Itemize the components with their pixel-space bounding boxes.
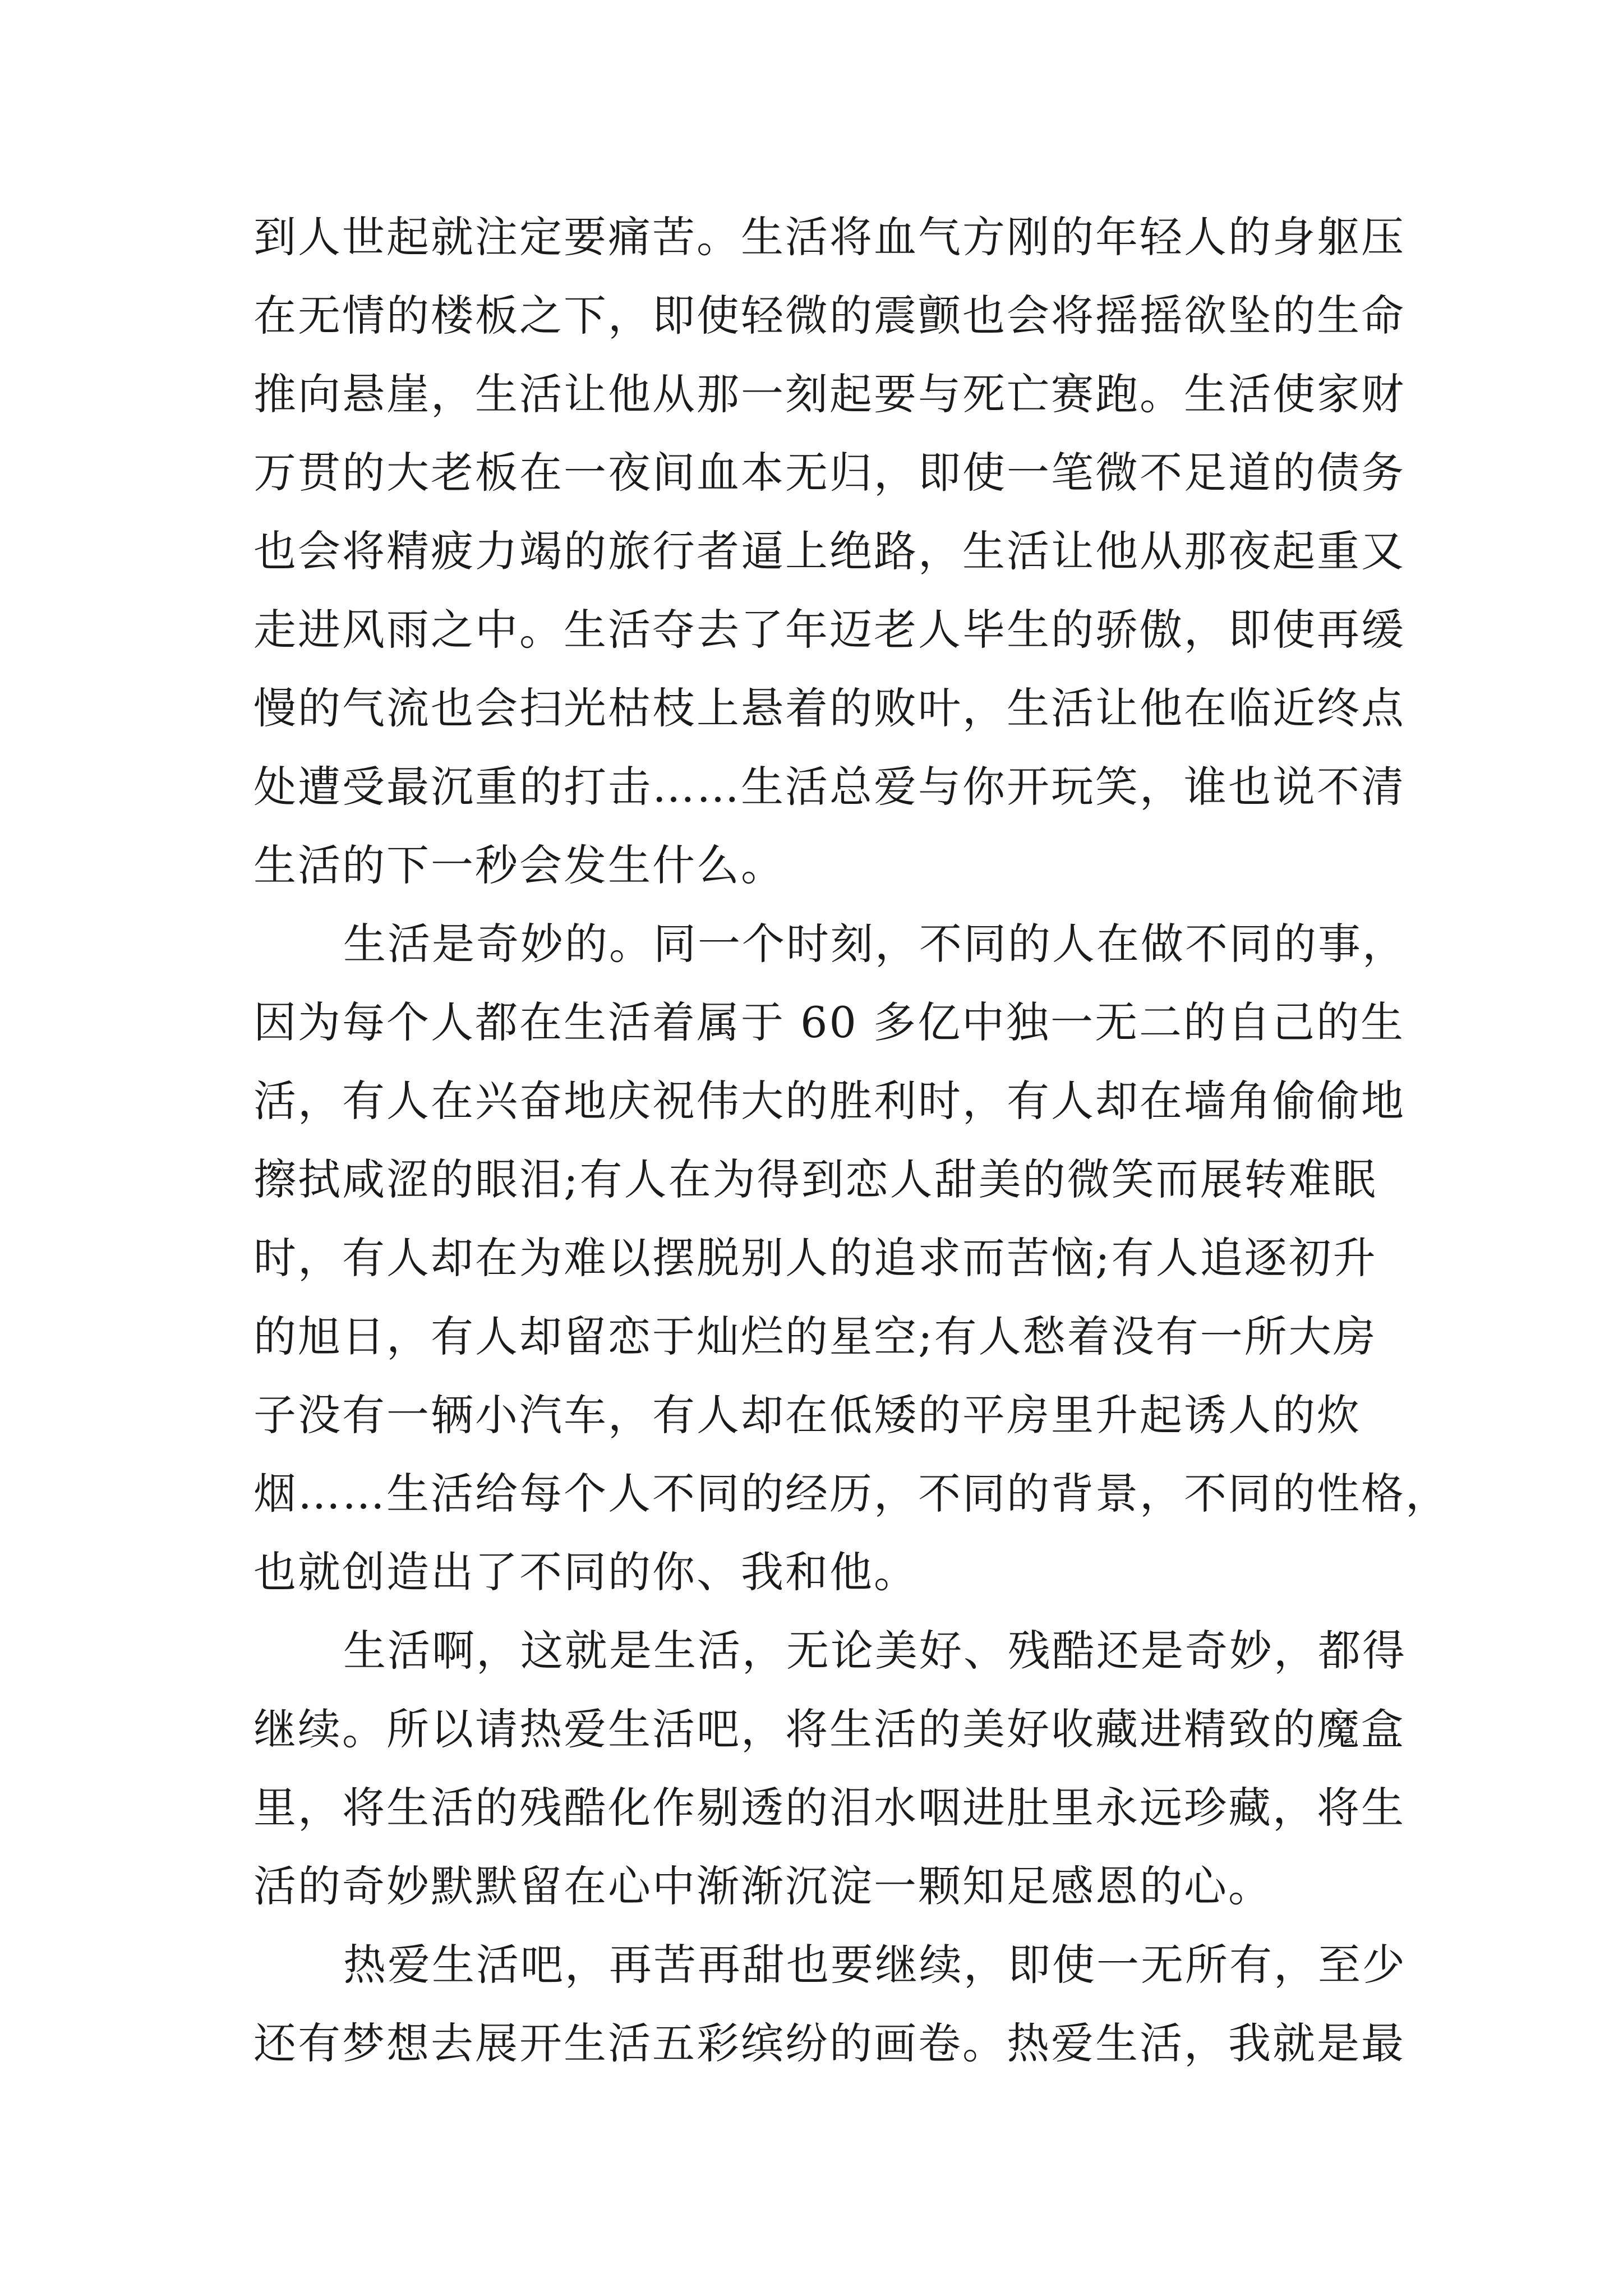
text-line: 到人世起就注定要痛苦。生活将血气方刚的年轻人的身躯压 — [253, 212, 1405, 262]
text-line: 时，有人却在为难以摆脱别人的追求而苦恼;有人追逐初升 — [253, 1233, 1377, 1283]
body-text — [253, 198, 1450, 2083]
text-line: 生活的下一秒会发生什么。 — [253, 840, 785, 890]
text-line: 也就创造出了不同的你、我和他。 — [253, 1547, 918, 1597]
paragraph-first-line: 生活啊，这就是生活，无论美好、残酷还是奇妙，都得 — [343, 1626, 1407, 1676]
text-line: 慢的气流也会扫光枯枝上悬着的败叶，生活让他在临近终点 — [253, 683, 1405, 733]
text-line: 活，有人在兴奋地庆祝伟大的胜利时，有人却在墙角偷偷地 — [253, 1076, 1405, 1126]
text-line: 活的奇妙默默留在心中渐渐沉淀一颗知足感恩的心。 — [253, 1861, 1272, 1911]
text-line: 还有梦想去展开生活五彩缤纷的画卷。热爱生活，我就是最 — [253, 2018, 1405, 2068]
text-line: 因为每个人都在生活着属于 60 多亿中独一无二的自己的生 — [253, 997, 1405, 1047]
text-line: 里，将生活的残酷化作剔透的泪水咽进肚里永远珍藏，将生 — [253, 1783, 1405, 1833]
text-line: 烟……生活给每个人不同的经历，不同的背景，不同的性格， — [253, 1469, 1450, 1519]
text-line: 继续。所以请热爱生活吧，将生活的美好收藏进精致的魔盒 — [253, 1704, 1405, 1754]
text-line: 处遭受最沉重的打击……生活总爱与你开玩笑，谁也说不清 — [253, 762, 1405, 812]
text-line: 走进风雨之中。生活夺去了年迈老人毕生的骄傲，即使再缓 — [253, 605, 1405, 655]
text-line: 在无情的楼板之下，即使轻微的震颤也会将摇摇欲坠的生命 — [253, 291, 1405, 341]
text-line: 擦拭咸涩的眼泪;有人在为得到恋人甜美的微笑而展转难眠 — [253, 1154, 1377, 1204]
text-line: 也会将精疲力竭的旅行者逼上绝路，生活让他从那夜起重又 — [253, 526, 1405, 576]
paragraph-first-line: 热爱生活吧，再苦再甜也要继续，即使一无所有，至少 — [343, 1940, 1407, 1990]
text-line: 子没有一辆小汽车，有人却在低矮的平房里升起诱人的炊 — [253, 1390, 1361, 1440]
text-line: 的旭日，有人却留恋于灿烂的星空;有人愁着没有一所大房 — [253, 1312, 1377, 1361]
text-line: 推向悬崖，生活让他从那一刻起要与死亡赛跑。生活使家财 — [253, 369, 1405, 419]
text-line: 万贯的大老板在一夜间血本无归，即使一笔微不足道的债务 — [253, 448, 1405, 498]
paragraph-first-line: 生活是奇妙的。同一个时刻，不同的人在做不同的事， — [343, 919, 1407, 969]
